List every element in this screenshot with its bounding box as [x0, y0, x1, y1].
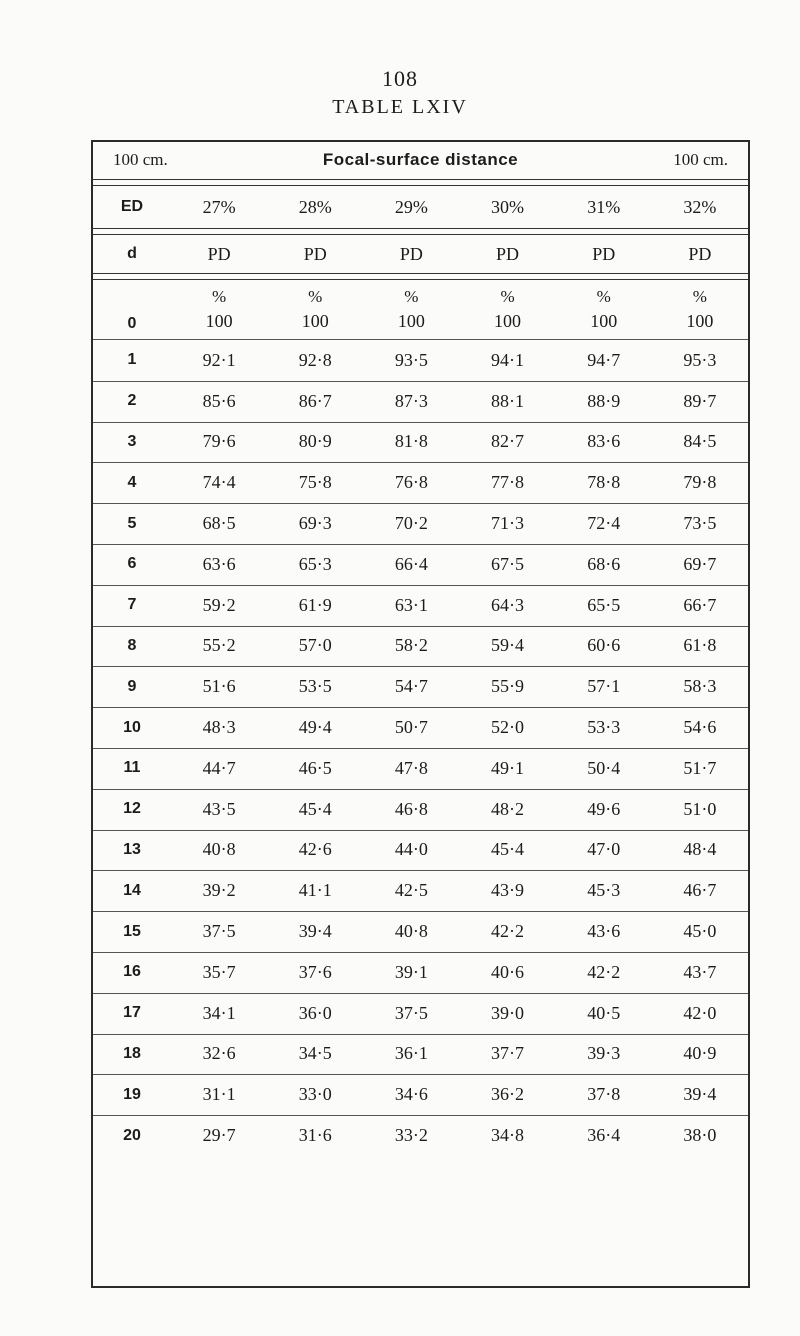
value-cell: 43·5	[202, 798, 236, 819]
row-label: 11	[123, 759, 141, 777]
row-label: 5	[127, 514, 137, 532]
value-text: 100	[397, 310, 425, 331]
value-cell: 37·6	[298, 961, 332, 982]
value-cell: 63·1	[394, 594, 428, 615]
table-row	[93, 340, 748, 381]
value-cell: 48·4	[683, 839, 717, 860]
value-cell: 53·3	[587, 717, 621, 738]
value-cell: 67·5	[491, 553, 525, 574]
value-cell: 44·7	[202, 757, 236, 778]
value-cell: 79·8	[683, 472, 717, 493]
value-cell: 57·1	[587, 676, 621, 697]
value-cell: 54·7	[394, 676, 428, 697]
table-row	[93, 993, 748, 1034]
value-cell: 65·5	[587, 594, 621, 615]
percent-unit: %	[308, 286, 323, 306]
value-cell: 34·5	[298, 1043, 332, 1064]
value-cell: 88·9	[587, 390, 621, 411]
value-cell: 35·7	[202, 961, 236, 982]
value-cell: 69·3	[298, 513, 332, 534]
value-cell: 48·3	[202, 717, 236, 738]
value-cell: 37·8	[587, 1084, 621, 1105]
value-cell: 39·4	[298, 921, 332, 942]
value-cell: 36·2	[491, 1084, 525, 1105]
value-cell: 89·7	[683, 390, 717, 411]
table-row	[93, 626, 748, 667]
value-cell: 29·7	[202, 1125, 236, 1146]
value-cell: 52·0	[491, 717, 525, 738]
row-label: 9	[127, 677, 137, 695]
value-cell: 78·8	[587, 472, 621, 493]
value-cell: 95·3	[683, 349, 717, 370]
ed-value-cell: 28%	[298, 197, 332, 217]
value-cell: 69·7	[683, 553, 717, 574]
value-cell: 40·5	[587, 1002, 621, 1023]
value-cell: 70·2	[394, 513, 428, 534]
table-row	[93, 789, 748, 830]
value-cell: 71·3	[491, 513, 525, 534]
table-row	[93, 952, 748, 993]
table-row	[93, 1074, 748, 1115]
value-cell: 88·1	[491, 390, 525, 411]
row-label: 18	[123, 1044, 141, 1062]
value-cell: 63·6	[202, 553, 236, 574]
value-cell: 33·2	[394, 1125, 428, 1146]
pd-header-cell: PD	[207, 243, 231, 264]
row-label: 12	[123, 800, 141, 818]
ed-row	[93, 186, 748, 228]
zero-value-cell	[556, 279, 652, 339]
percent-unit: %	[596, 286, 611, 306]
value-cell: 36·1	[394, 1043, 428, 1064]
row-label: 17	[123, 1004, 141, 1022]
table-row	[93, 503, 748, 544]
value-cell: 53·5	[298, 676, 332, 697]
value-cell: 68·6	[587, 553, 621, 574]
value-cell: 58·3	[683, 676, 717, 697]
pd-header-cell: PD	[399, 243, 423, 264]
row-label: 16	[123, 963, 141, 981]
percent-unit: %	[404, 286, 419, 306]
value-cell: 49·6	[587, 798, 621, 819]
value-cell: 39·2	[202, 880, 236, 901]
table-row	[93, 870, 748, 911]
row-label: 14	[123, 881, 141, 899]
value-cell: 44·0	[394, 839, 428, 860]
value-cell: 39·1	[394, 961, 428, 982]
row-label: 4	[127, 473, 137, 491]
value-cell: 65·3	[298, 553, 332, 574]
pd-header-cell: PD	[303, 243, 327, 264]
value-cell: 77·8	[491, 472, 525, 493]
value-text: 100	[301, 310, 329, 331]
value-cell: 37·5	[394, 1002, 428, 1023]
row-label-0: 0	[127, 315, 137, 332]
value-cell: 61·8	[683, 635, 717, 656]
value-cell: 51·0	[683, 798, 717, 819]
value-cell: 43·6	[587, 921, 621, 942]
value-cell: 48·2	[491, 798, 525, 819]
value-cell: 84·5	[683, 431, 717, 452]
value-cell: 39·3	[587, 1043, 621, 1064]
row-label: 7	[127, 596, 137, 614]
table-row	[93, 544, 748, 585]
value-cell: 74·4	[202, 472, 236, 493]
value-cell: 39·0	[491, 1002, 525, 1023]
value-text: 100	[686, 310, 714, 331]
d-row	[93, 234, 748, 274]
value-cell: 59·4	[491, 635, 525, 656]
double-rule	[93, 179, 748, 186]
value-cell: 36·4	[587, 1125, 621, 1146]
zero-value-cell	[459, 279, 555, 339]
ed-value-cell: 32%	[683, 197, 717, 217]
value-cell: 45·4	[491, 839, 525, 860]
value-cell: 36·0	[298, 1002, 332, 1023]
value-cell: 92·1	[202, 349, 236, 370]
row-label: 10	[123, 718, 141, 736]
value-cell: 75·8	[298, 472, 332, 493]
ed-value-cell: 31%	[587, 197, 621, 217]
value-cell: 46·7	[683, 880, 717, 901]
value-cell: 60·6	[587, 635, 621, 656]
row-label: 15	[123, 922, 141, 940]
value-cell: 51·6	[202, 676, 236, 697]
value-cell: 33·0	[298, 1084, 332, 1105]
value-cell: 94·7	[587, 349, 621, 370]
value-cell: 34·1	[202, 1002, 236, 1023]
value-cell: 94·1	[491, 349, 525, 370]
table-row	[93, 381, 748, 422]
value-cell: 45·4	[298, 798, 332, 819]
value-cell: 34·6	[394, 1084, 428, 1105]
value-cell: 55·9	[491, 676, 525, 697]
percent-unit: %	[692, 286, 707, 306]
table-row	[93, 707, 748, 748]
table-header	[93, 142, 748, 178]
zero-value-cell	[363, 279, 459, 339]
header-left: 100 cm.	[113, 150, 168, 169]
value-cell: 61·9	[298, 594, 332, 615]
value-cell: 42·5	[394, 880, 428, 901]
value-cell: 42·2	[491, 921, 525, 942]
value-text: 100	[205, 310, 233, 331]
zero-value-cell	[171, 279, 267, 339]
row-label: 20	[123, 1126, 141, 1144]
table-frame	[91, 140, 750, 1288]
value-cell: 42·0	[683, 1002, 717, 1023]
table-row	[93, 422, 748, 463]
value-cell: 32·6	[202, 1043, 236, 1064]
value-cell: 83·6	[587, 431, 621, 452]
table-title: TABLE LXIV	[332, 96, 468, 118]
percent-unit: %	[211, 286, 227, 306]
value-text: 100	[494, 310, 522, 331]
row-label-ed: ED	[120, 198, 144, 215]
value-cell: 51·7	[683, 757, 717, 778]
value-cell: 42·6	[298, 839, 332, 860]
value-cell: 86·7	[298, 390, 332, 411]
value-cell: 66·7	[683, 594, 717, 615]
value-cell: 40·8	[394, 921, 428, 942]
value-cell: 73·5	[683, 513, 717, 534]
value-cell: 93·5	[394, 349, 428, 370]
value-cell: 43·7	[683, 961, 717, 982]
value-cell: 54·6	[683, 717, 717, 738]
value-cell: 40·6	[491, 961, 525, 982]
value-cell: 66·4	[394, 553, 428, 574]
value-cell: 40·9	[683, 1043, 717, 1064]
table-row	[93, 748, 748, 789]
zero-value-cell	[267, 279, 363, 339]
pd-header-cell: PD	[496, 243, 520, 264]
value-cell: 31·6	[298, 1125, 332, 1146]
row-label: 1	[127, 351, 137, 369]
value-cell: 45·3	[587, 880, 621, 901]
value-cell: 85·6	[202, 390, 236, 411]
value-cell: 45·0	[683, 921, 717, 942]
value-cell: 80·9	[298, 431, 332, 452]
ed-value-cell: 30%	[491, 197, 525, 217]
value-cell: 39·4	[683, 1084, 717, 1105]
page-number: 108	[382, 66, 418, 91]
row-label: 13	[123, 840, 141, 858]
value-cell: 46·5	[298, 757, 332, 778]
value-cell: 59·2	[202, 594, 236, 615]
value-text: 100	[590, 310, 618, 331]
table-row	[93, 911, 748, 952]
zero-value-cell	[652, 279, 748, 339]
value-cell: 47·0	[587, 839, 621, 860]
value-cell: 37·5	[202, 921, 236, 942]
value-cell: 72·4	[587, 513, 621, 534]
row-label: 8	[127, 636, 137, 654]
ed-value-cell: 29%	[394, 197, 428, 217]
value-cell: 76·8	[394, 472, 428, 493]
value-cell: 87·3	[394, 390, 428, 411]
table-row	[93, 462, 748, 503]
value-cell: 34·8	[491, 1125, 525, 1146]
table-row	[93, 830, 748, 871]
row-label-d: d	[127, 245, 137, 262]
value-cell: 38·0	[683, 1125, 717, 1146]
pd-header-cell: PD	[592, 243, 616, 264]
value-cell: 55·2	[202, 635, 236, 656]
value-cell: 37·7	[491, 1043, 525, 1064]
value-cell: 41·1	[298, 880, 332, 901]
value-cell: 50·4	[587, 757, 621, 778]
value-cell: 49·1	[491, 757, 525, 778]
value-cell: 79·6	[202, 431, 236, 452]
table-row	[93, 1034, 748, 1075]
value-cell: 68·5	[202, 513, 236, 534]
percent-unit: %	[500, 286, 515, 306]
value-cell: 49·4	[298, 717, 332, 738]
table-row	[93, 585, 748, 626]
value-cell: 40·8	[202, 839, 236, 860]
value-cell: 43·9	[491, 880, 525, 901]
pd-header-cell: PD	[688, 243, 712, 264]
header-center: Focal-surface distance	[322, 150, 519, 169]
row-label: 19	[123, 1085, 141, 1103]
header-right: 100 cm.	[673, 150, 728, 169]
value-cell: 46·8	[394, 798, 428, 819]
table-row	[93, 666, 748, 707]
value-cell: 50·7	[394, 717, 428, 738]
value-cell: 64·3	[491, 594, 525, 615]
value-cell: 47·8	[394, 757, 428, 778]
row-label: 3	[127, 432, 137, 450]
row-label: 2	[127, 392, 137, 410]
value-cell: 58·2	[394, 635, 428, 656]
value-cell: 81·8	[394, 431, 428, 452]
row-label: 6	[127, 555, 137, 573]
value-cell: 31·1	[202, 1084, 236, 1105]
zero-row	[93, 279, 748, 339]
table-row	[93, 1115, 748, 1156]
value-cell: 42·2	[587, 961, 621, 982]
ed-value-cell: 27%	[202, 197, 236, 217]
value-cell: 82·7	[491, 431, 525, 452]
value-cell: 57·0	[298, 635, 332, 656]
value-cell: 92·8	[298, 349, 332, 370]
